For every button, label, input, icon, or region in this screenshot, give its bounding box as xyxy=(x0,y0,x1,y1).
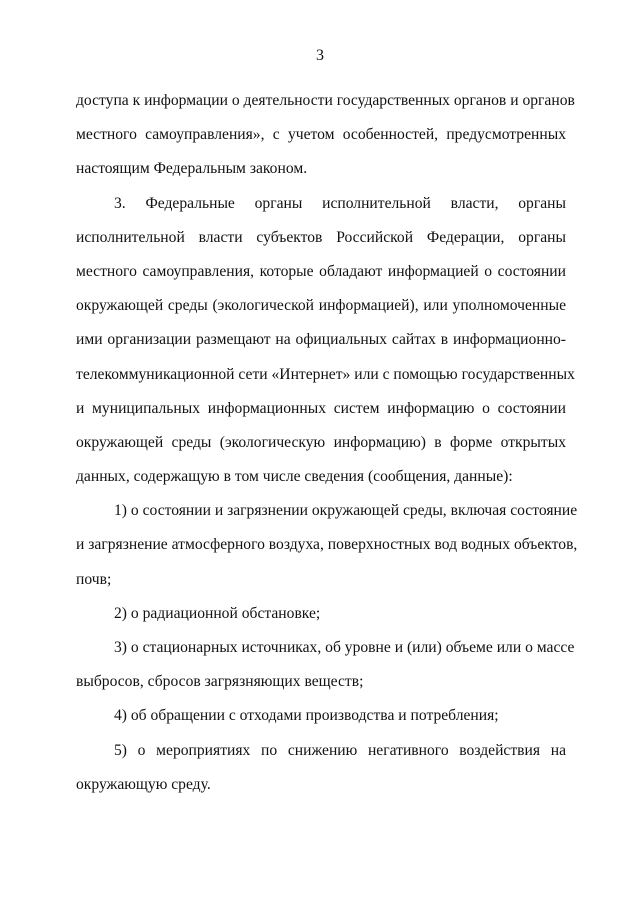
text-line: исполнительной власти субъектов Российской Федерации, органы xyxy=(76,228,566,246)
paragraph-continuation xyxy=(76,84,575,187)
page-number: 3 xyxy=(316,47,324,64)
text-line: местного самоуправления», с учетом особенностей, предусмотренных xyxy=(76,126,566,144)
text-line: телекоммуникационной сети «Интернет» или с помощью государственных xyxy=(76,365,575,383)
text-line: окружающей среды (экологическую информацию) в форме открытых xyxy=(76,433,566,451)
text-line: и загрязнение атмосферного воздуха, поверхностных вод водных объектов, xyxy=(76,536,578,554)
text-line: настоящим Федеральным законом. xyxy=(76,160,308,178)
text-line: выбросов, сбросов загрязняющих веществ; xyxy=(76,673,364,691)
list-item-2 xyxy=(76,597,566,631)
text-line: данных, содержащую в том числе сведения (сообщения, данные): xyxy=(76,468,513,486)
text-line: 1) о состоянии и загрязнении окружающей среды, включая состояние xyxy=(114,502,578,520)
document-body xyxy=(76,84,578,802)
text-line: 2) о радиационной обстановке; xyxy=(114,604,321,622)
list-item-4 xyxy=(76,699,566,733)
text-line: доступа к информации о деятельности государственных органов и органов xyxy=(76,92,575,109)
text-line: 5) о мероприятиях по снижению негативного воздействия на xyxy=(114,741,566,759)
text-line: ими организации размещают на официальных сайтах в информационно- xyxy=(76,331,566,349)
text-line: окружающую среду. xyxy=(76,775,211,793)
text-line: и муниципальных информационных систем информацию о состоянии xyxy=(76,399,566,417)
text-line: 4) об обращении с отходами производства и потребления; xyxy=(114,707,499,725)
list-item-1 xyxy=(76,494,578,597)
list-item-3 xyxy=(76,631,575,699)
text-line: окружающей среды (экологической информацией), или уполномоченные xyxy=(76,297,566,315)
list-item-5 xyxy=(76,734,566,802)
text-line: 3. Федеральные органы исполнительной власти, органы xyxy=(114,194,566,212)
paragraph-item-3 xyxy=(76,187,575,495)
text-line: 3) о стационарных источниках, об уровне и (или) объеме или о массе xyxy=(114,639,575,656)
text-line: местного самоуправления, которые обладают информацией о состоянии xyxy=(76,262,566,280)
text-line: почв; xyxy=(76,570,112,588)
